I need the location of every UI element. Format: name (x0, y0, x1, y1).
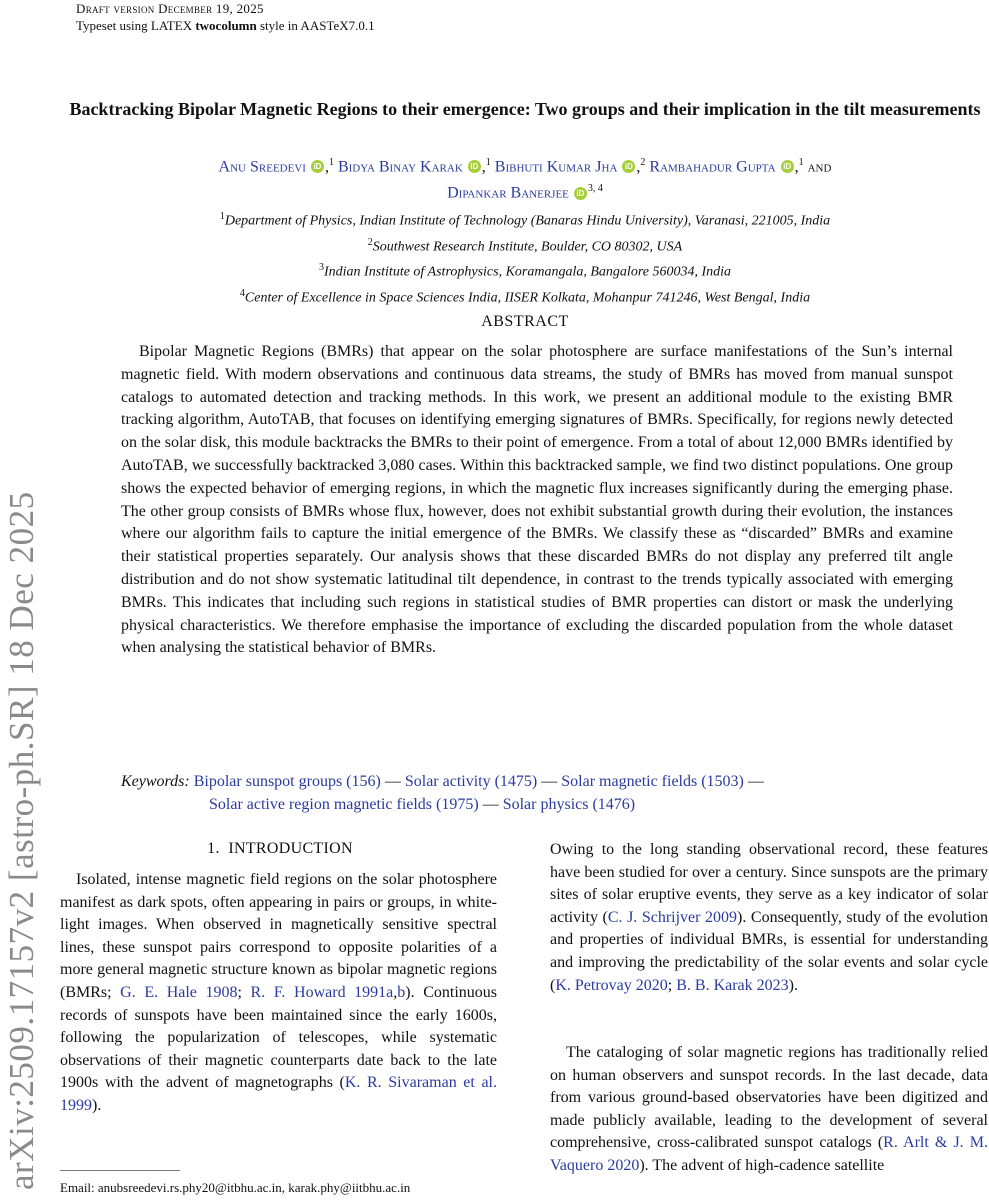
keyword-link[interactable]: Solar physics (1476) (502, 795, 636, 813)
keyword-separator: — (747, 773, 764, 790)
citation-link[interactable]: K. Petrovay 2020 (555, 976, 668, 994)
orcid-icon[interactable]: iD (468, 160, 481, 173)
citation-link[interactable]: K. R. Sivaraman et al. 1999 (60, 1074, 497, 1114)
intro-paragraph-1: Isolated, intense magnetic field regions on the solar photosphere manifest as dark spots, often appearing in pairs or groups, in white-light images. When observed in magnetically sensitive spectral lines, these sunspot pairs correspond to opposite polarities of a more general magnetic structure known as bipolar magnetic regions (BMRs; G. E. Hale 1908; R. F. Howard 1991a,b). Continuous records of sunspots have been maintained since the early 1600s, following the popularization of telescopes, while systematic observations of their magnetic counterparts date back to the late 1900s with the advent of magnetographs (K. R. Sivaraman et al. 1999). (60, 871, 497, 1114)
footnote-email: Email: anubsreedevi.rs.phy20@itbhu.ac.in, karak.phy@iitbhu.ac.in (60, 1180, 411, 1195)
orcid-icon[interactable]: iD (311, 160, 324, 173)
author-name[interactable]: Anu Sreedevi (218, 158, 306, 176)
affiliation-list (60, 206, 989, 309)
citation-link[interactable]: B. B. Karak 2023 (676, 976, 789, 994)
author-list: Anu Sreedevi iD ,$^1$ Bidya Binay Karak iD ,$^1$ Bibhuti Kumar Jha iD ,$^2$ Rambahadur Gupta iD ,$^1$ and Dipankar Banerjee iD $^{3, 4}$ (218, 157, 832, 202)
affiliation: $^2$Southwest Research Institute, Boulder, CO 80302, USA (367, 236, 683, 255)
author-name[interactable]: Rambahadur Gupta (649, 158, 776, 176)
author-affil: 1 (798, 157, 804, 168)
paper-title: Backtracking Bipolar Magnetic Regions to their emergence: Two groups and their implication in the tilt measurements (69, 99, 981, 119)
section-heading: 1. INTRODUCTION (207, 840, 353, 857)
and-word: and (807, 158, 832, 176)
keyword-separator: — (482, 795, 499, 813)
author-affil: 1 (328, 157, 334, 168)
draft-line: Draft version December 19, 2025 (76, 1, 264, 16)
affiliation: $^3$Indian Institute of Astrophysics, Koramangala, Bangalore 560034, India (318, 262, 732, 280)
affiliation: $^1$Department of Physics, Indian Institute of Technology (Banaras Hindu University), Varanasi, 221005, India (219, 211, 831, 229)
keyword-link[interactable]: Bipolar sunspot groups (156) (193, 773, 381, 790)
orcid-icon[interactable]: iD (781, 160, 794, 173)
citation-link[interactable]: C. J. Schrijver 2009 (607, 908, 738, 926)
citation-link[interactable]: R. F. Howard 1991a (250, 983, 394, 1001)
intro-paragraph-3: The cataloging of solar magnetic regions has traditionally relied on human observers and sunspot records. In the last decade, data from various ground-based observatories have been digitized and made publicly available, leading to the development of several comprehensive, cross-calibrated sunspot catalogs (R. Arlt & J. M. Vaquero 2020). The advent of high-cadence satellite (550, 1044, 988, 1174)
arxiv-identifier[interactable]: arXiv:2509.17157v2 [astro-ph.SR] 18 Dec 2025 (2, 491, 41, 1190)
author-name[interactable]: Bidya Binay Karak (337, 158, 463, 176)
abstract-heading: ABSTRACT (481, 313, 569, 330)
affiliation: $^4$Center of Excellence in Space Sciences India, IISER Kolkata, Mohanpur 741246, West Bengal, India (239, 287, 811, 306)
keywords (121, 771, 953, 816)
keyword-link[interactable]: Solar active region magnetic fields (1975) (209, 795, 479, 813)
intro-paragraph-2: Owing to the long standing observational record, these features have been studied for over a century. Since sunspots are the primary sites of solar eruptive events, they serve as a key indicator of solar activity (C. J. Schrijver 2009). Consequently, study of the evolution and properties of individual BMRs, is essential for understanding and improving the predictability of the solar events and solar cycle (K. Petrovay 2020; B. B. Karak 2023). (550, 841, 989, 994)
footnote-rule (60, 1170, 180, 1171)
typeset-line: Typeset using LATEX twocolumn style in AASTeX7.0.1 (76, 18, 375, 33)
keyword-separator: — (541, 773, 558, 790)
orcid-icon[interactable]: iD (574, 187, 587, 200)
orcid-icon[interactable]: iD (622, 160, 635, 173)
author-affil: 3, 4 (587, 183, 603, 195)
citation-link[interactable]: b (397, 983, 406, 1001)
author-affil: 2 (640, 157, 646, 168)
page-header (76, 0, 375, 34)
abstract-body: Bipolar Magnetic Regions (BMRs) that appear on the solar photosphere are surface manifestations of the Sun’s internal magnetic field. With modern observations and continuous data streams, the study of BMRs has moved from manual sunspot catalogs to automated detection and tracking methods. In this work, we present an additional module to the existing BMR tracking algorithm, AutoTAB, that focuses on identifying emerging signatures of BMRs. Specifically, for regions newly detected on the solar disk, this module backtracks the BMRs to their point of emergence. From a total of about 12,000 BMRs identified by AutoTAB, we successfully backtracked 3,080 cases. Within this backtracked sample, we find two distinct populations. One group shows the expected behavior of emerging regions, in which the magnetic flux increases significantly during the emerging phase. The other group consists of BMRs whose flux, however, does not exhibit substantial growth during their evolution, the instances where our algorithm fails to capture the initial emergence of the BMRs. We classify these as “discarded” BMRs and examine their statistical properties separately. Our analysis shows that these discarded BMRs do not display any preferred tilt angle distribution and do not show systematic latitudinal tilt dependence, in contrast to the trends typically associated with emerging BMRs. This indicates that including such regions in statistical studies of BMR properties can distort or mask the underlying physical characteristics. We therefore emphasise the importance of excluding the discarded population from the whole dataset when analysing the statistical behavior of BMRs. (121, 343, 953, 657)
keywords-label: Keywords: (121, 773, 190, 790)
citation-link[interactable]: R. Arlt & J. M. Vaquero 2020 (550, 1134, 988, 1174)
keyword-link[interactable]: Solar magnetic fields (1503) (561, 773, 744, 790)
keyword-separator: — (384, 773, 401, 790)
author-name[interactable]: Bibhuti Kumar Jha (494, 158, 618, 176)
keyword-link[interactable]: Solar activity (1475) (404, 773, 538, 790)
citation-link[interactable]: G. E. Hale 1908 (120, 983, 238, 1001)
author-name[interactable]: Dipankar Banerjee (447, 184, 569, 202)
author-affil: 1 (485, 157, 491, 168)
